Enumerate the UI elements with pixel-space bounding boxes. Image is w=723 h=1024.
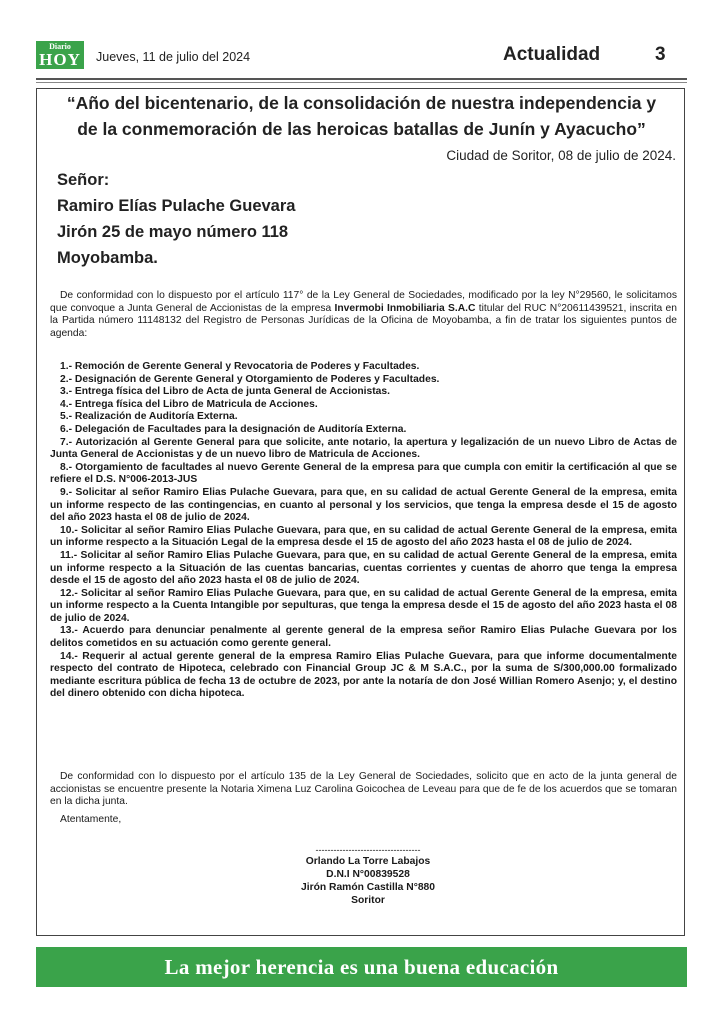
agenda-item: [50, 437, 677, 462]
motto-line-2: de la conmemoración de las heroicas batallas de Junín y Ayacucho”: [77, 119, 646, 139]
page-number: 3: [655, 44, 666, 65]
agenda-item-number: 6.-: [60, 423, 73, 435]
agenda-item-number: 7.-: [60, 436, 73, 448]
agenda-item-text: Acuerdo para denunciar penalmente al gerente general de la empresa señor Ramiro Elias Pulache Guevara por los delitos cometidos en su actuación como gerente general.: [50, 625, 677, 650]
motto-line-1: “Año del bicentenario, de la consolidación de nuestra independencia y: [66, 93, 657, 113]
agenda-item-text: Realización de Auditoría Externa.: [72, 411, 238, 423]
signer-name: Orlando La Torre Labajos: [305, 856, 431, 867]
agenda-item-text: Solicitar al señor Ramiro Elias Pulache Guevara, para que, en su calidad de actual Gerente General de la empresa, emita un informe respecto a la Situación de las cuentas bancarias, cuentas corrientes y cuentas de ahorro que tenga la empresa desde el 15 de agosto del año 2023 hasta el 08 de julio de 2024.: [50, 549, 677, 587]
addressee-city: Moyobamba.: [57, 249, 158, 267]
header-divider: [36, 78, 687, 80]
closing-salutation: Atentamente,: [60, 814, 122, 825]
agenda-item-number: 9.-: [60, 486, 73, 498]
agenda-item-text: Entrega física del Libro de Matricula de Acciones.: [72, 398, 318, 410]
addressee-block: [57, 167, 295, 271]
year-motto: [36, 90, 687, 142]
agenda-item: [50, 374, 677, 387]
signer-city: Soritor: [351, 895, 385, 906]
agenda-item-text: Designación de Gerente General y Otorgamiento de Poderes y Facultades.: [72, 373, 440, 385]
agenda-item-text: Solicitar al señor Ramiro Elias Pulache Guevara, para que, en su calidad de actual Gerente General de la empresa, emita un informe respecto de las contingencias, en cuanto al personal y los servicios, que tenga la empresa desde el 15 de agosto del año 2023 hasta el 08 de julio de 2024.: [50, 486, 677, 524]
addressee-street: Jirón 25 de mayo número 118: [57, 223, 289, 241]
agenda-item-number: 1.-: [60, 361, 73, 372]
agenda-list: [50, 361, 677, 701]
agenda-item-text: Solicitar al señor Ramiro Elias Pulache Guevara, para que, en su calidad de actual Gerente General de la empresa, emita un informe respecto a la Cuenta Intangible por sepulturas, que tenga la empresa desde el 15 de agosto del año 2023 hasta el 08 de julio de 2024.: [50, 587, 677, 624]
agenda-item: [50, 399, 677, 412]
agenda-item: [50, 525, 677, 550]
agenda-item: [50, 361, 677, 374]
closing-paragraph: De conformidad con lo dispuesto por el artículo 135 de la Ley General de Sociedades, solicito que en acto de la junta general de accionistas se encuentre presente la Notaria Ximena Luz Carolina Goicochea de Leveau para que de fe de los acuerdos que se tomaran en la dicha junta.: [50, 771, 677, 808]
agenda-item-text: Delegación de Facultades para la designación de Auditoría Externa.: [72, 423, 407, 435]
agenda-item-number: 3.-: [60, 386, 73, 398]
signature-line: -----------------------------------: [315, 845, 421, 855]
agenda-item-number: 11.-: [60, 549, 78, 561]
agenda-item: [50, 386, 677, 399]
addressee-name: Ramiro Elías Pulache Guevara: [57, 197, 296, 215]
signer-address: Jirón Ramón Castilla N°880: [300, 882, 435, 893]
agenda-item-number: 2.-: [60, 373, 73, 385]
agenda-item-text: Requerir al actual gerente general de la empresa Ramiro Elias Pulache Guevara, para que informe documentalmente respecto del contrato de Hipoteca, celebrado con Financial Group JC & M S.A.C., por la suma de S/300,000.00 formalizado mediante escritura pública de fecha 13 de octubre de 2023, por ante la notaría de don José Willian Romero Asenjo; y, el destino del dinero obtenido con dicha hipoteca.: [50, 650, 677, 700]
agenda-item: [50, 651, 677, 701]
agenda-item-text: Entrega física del Libro de Acta de junta General de Accionistas.: [72, 386, 390, 398]
newspaper-logo: [36, 41, 84, 69]
footer-banner: La mejor herencia es una buena educación: [36, 947, 687, 987]
logo-big-text: HOY: [39, 50, 81, 69]
city-date: Ciudad de Soritor, 08 de julio de 2024.: [446, 148, 676, 163]
agenda-item: [50, 550, 677, 588]
agenda-item-number: 4.-: [60, 398, 73, 410]
agenda-item-text: Autorización al Gerente General para que solicite, ante notario, la apertura y legalización de un nuevo Libro de Actas de Junta General de Accionistas y de un nuevo libro de Matricula de Acciones.: [50, 436, 677, 461]
signature-block: [236, 845, 500, 907]
intro-text-1: De conformidad con lo dispuesto por el artículo 117° de la Ley General de Sociedades, modificado por la ley N°29560, le solicitamos que convoque a Junta General de Accionistas de la empresa: [50, 290, 677, 314]
agenda-item-text: Solicitar al señor Ramiro Elias Pulache Guevara, para que, en su calidad de actual Gerente General de la empresa, emita un informe respecto a la Situación Legal de la empresa desde el 15 de agosto del año 2023 hasta el 08 de julio de 2024.: [50, 524, 677, 549]
agenda-item-number: 12.-: [60, 587, 78, 599]
issue-date: Jueves, 11 de julio del 2024: [96, 50, 251, 64]
agenda-item-number: 13.-: [60, 625, 78, 637]
agenda-item: [50, 411, 677, 424]
agenda-item-number: 10.-: [60, 524, 78, 536]
agenda-item-number: 14.-: [60, 650, 78, 662]
agenda-item: [50, 625, 677, 650]
logo-small-text: Diario: [49, 42, 71, 51]
agenda-item: [50, 424, 677, 437]
agenda-item: [50, 588, 677, 626]
intro-text-2: titular del RUC N°20611439521, inscrita en la Partida número 11148132 del Registro de Personas Jurídicas de la Oficina de Moyobamba, a fin de tratar los siguientes puntos de agenda:: [50, 302, 677, 339]
agenda-item: [50, 487, 677, 525]
intro-paragraph: [50, 290, 677, 340]
agenda-item-number: 8.-: [60, 461, 73, 473]
agenda-item: [50, 462, 677, 487]
agenda-item-text: Otorgamiento de facultades al nuevo Gerente General de la empresa para que cumpla con emitir la certificación al que se refiere el D.S. N°006-2013-JUS: [50, 461, 677, 486]
agenda-item-number: 5.-: [60, 411, 73, 423]
header-divider-thin: [36, 82, 687, 83]
section-title: Actualidad: [503, 44, 601, 65]
company-name: Invermobi Inmobiliaria S.A.C: [334, 302, 476, 314]
agenda-item-text: Remoción de Gerente General y Revocatoria de Poderes y Facultades.: [72, 361, 420, 372]
salutation: Señor:: [57, 171, 110, 189]
signer-dni: D.N.I N°00839528: [326, 869, 410, 880]
